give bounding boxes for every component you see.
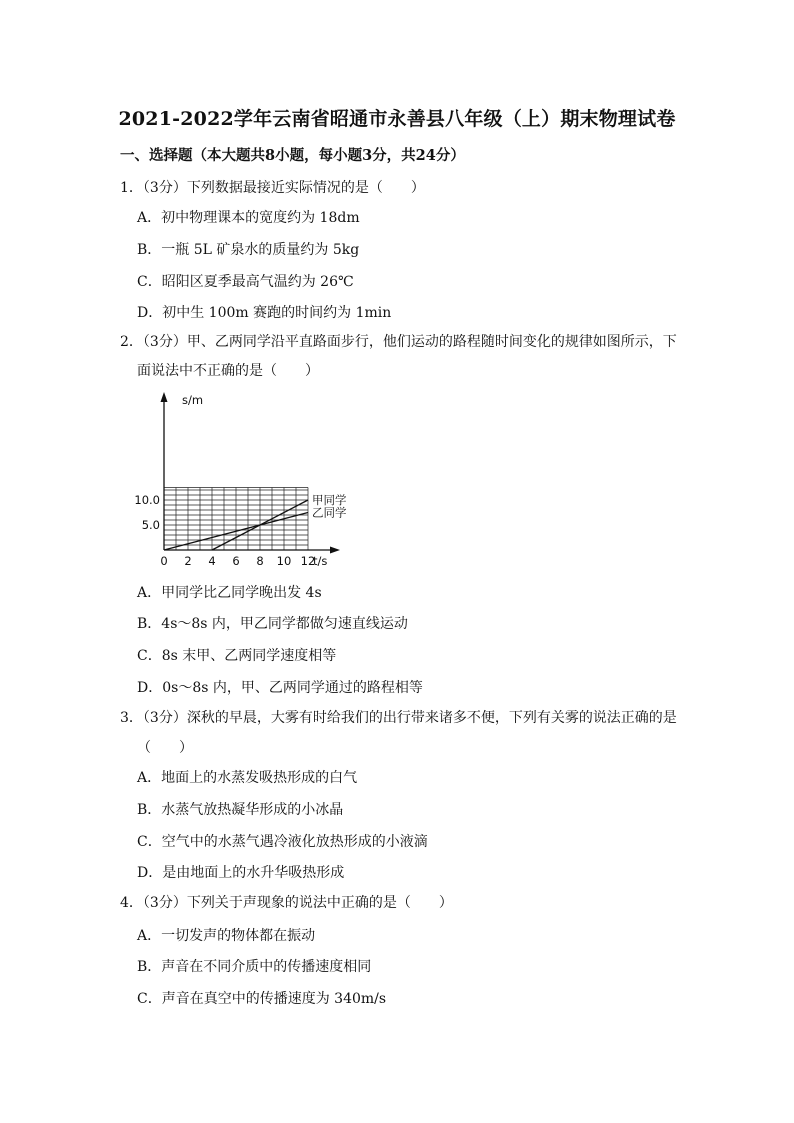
section-heading: 一、选择题（本大题共8小题，每小题3分，共24分） [120,147,465,164]
y-tick-label: 10.0 [134,493,160,507]
x-tick-label: 0 [160,554,168,568]
x-tick-label: 2 [184,554,192,568]
question-3-option-c[interactable]: C．空气中的水蒸气遇冷液化放热形成的小液滴 [137,834,428,850]
question-3-stem: 3．（3分）深秋的早晨，大雾有时给我们的出行带来诸多不便，下列有关雾的说法正确的是 [120,710,677,726]
series-label-0: 甲同学 [312,493,347,507]
x-tick-label: 4 [208,554,216,568]
question-1-option-c[interactable]: C．昭阳区夏季最高气温约为 26℃ [137,274,354,290]
question-2-option-d[interactable]: D．0s～8s 内，甲、乙两同学通过的路程相等 [137,680,423,696]
question-1-stem: 1．（3分）下列数据最接近实际情况的是（ ） [120,180,425,196]
question-1-option-d[interactable]: D．初中生 100m 赛跑的时间约为 1min [137,305,392,321]
question-4-option-c[interactable]: C．声音在真空中的传播速度为 340m/s [137,991,387,1007]
x-axis-arrow [330,547,340,554]
x-tick-label: 6 [232,554,240,568]
series-label-1: 乙同学 [312,505,347,520]
question-4-option-a[interactable]: A．一切发声的物体都在振动 [137,928,316,944]
question-2-option-a[interactable]: A．甲同学比乙同学晚出发 4s [137,585,322,601]
question-3-stem-continued: （ ） [137,740,193,756]
question-2-stem: 2．（3分）甲、乙两同学沿平直路面步行，他们运动的路程随时间变化的规律如图所示，下 [120,334,677,350]
y-axis-label: s/m [182,393,204,407]
exam-title: 2021-2022学年云南省昭通市永善县八年级（上）期末物理试卷 [118,108,676,130]
y-axis-arrow [161,392,168,402]
distance-time-graph [120,386,360,572]
y-tick-label: 5.0 [141,518,160,532]
question-1-option-a[interactable]: A．初中物理课本的宽度约为 18dm [137,210,360,226]
question-3-option-a[interactable]: A．地面上的水蒸发吸热形成的白气 [137,770,358,786]
question-2-stem-continued: 面说法中不正确的是（ ） [137,363,319,379]
question-3-option-d[interactable]: D．是由地面上的水升华吸热形成 [137,865,345,881]
question-2-option-c[interactable]: C．8s 末甲、乙两同学速度相等 [137,648,337,664]
x-tick-label: 10 [276,554,292,568]
question-3-option-b[interactable]: B．水蒸气放热凝华形成的小冰晶 [137,802,344,818]
question-4-option-b[interactable]: B．声音在不同介质中的传播速度相同 [137,959,372,975]
question-2-option-b[interactable]: B．4s～8s 内，甲乙同学都做匀速直线运动 [137,616,408,632]
question-1-option-b[interactable]: B．一瓶 5L 矿泉水的质量约为 5kg [137,242,360,258]
x-tick-label: 8 [256,554,264,568]
question-4-stem: 4．（3分）下列关于声现象的说法中正确的是（ ） [120,895,453,911]
x-axis-label: t/s [313,554,328,568]
x-tick-label: 12 [300,554,316,568]
